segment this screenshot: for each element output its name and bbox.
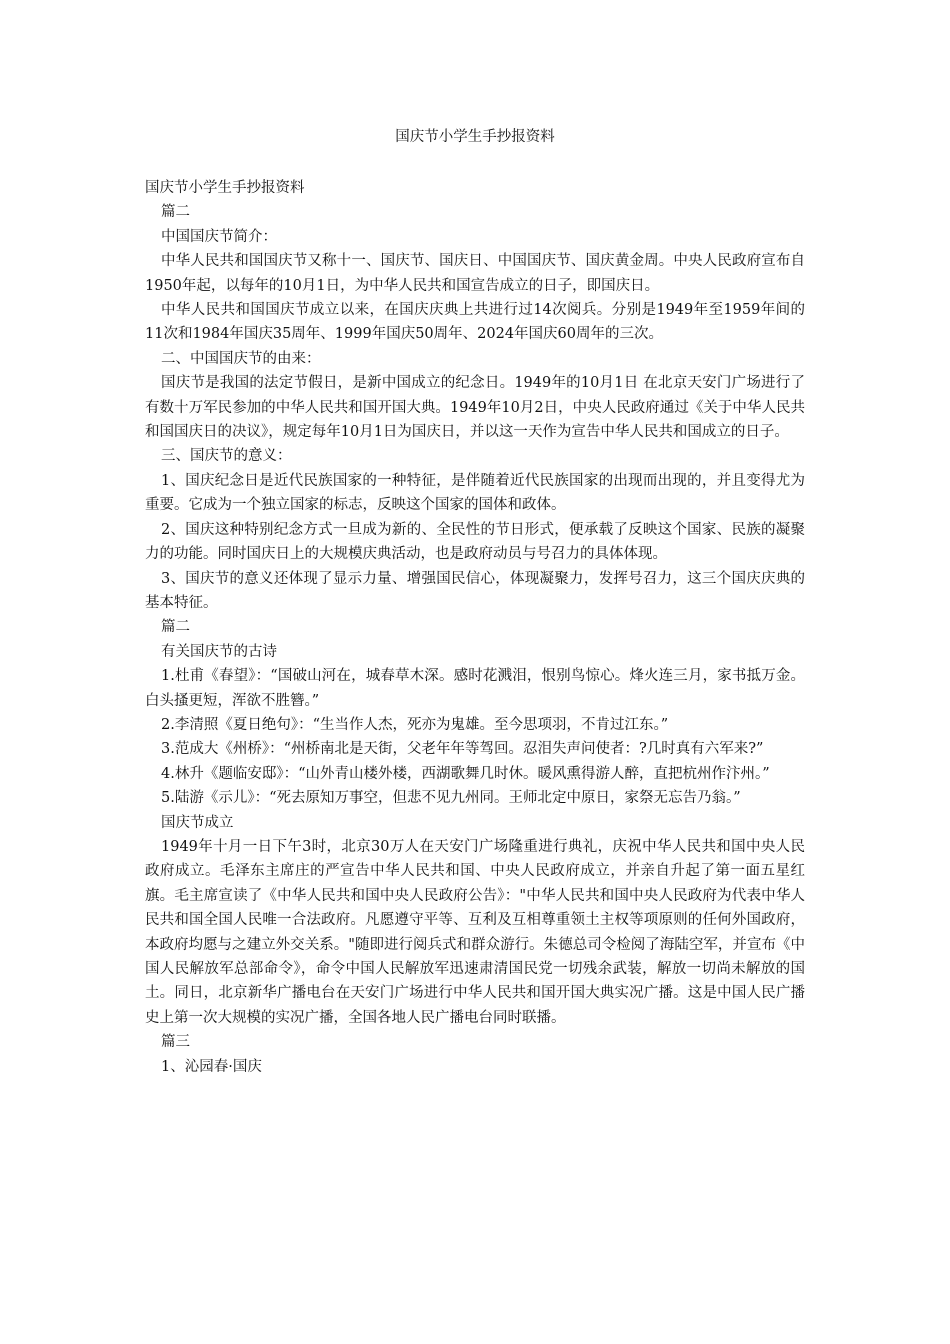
section-heading: 中国国庆节简介： [161, 228, 277, 245]
paragraph: 3、国庆节的意义还体现了显示力量、增强国民信心，体现凝聚力，发挥号召力，这三个国庆庆典的基本特征。 [145, 570, 805, 611]
section-label: 篇三 [161, 1034, 190, 1051]
poem-item: 3.范成大《州桥》：“州桥南北是天街，父老年年等驾回。忍泪失声问使者：?几时真有六军来?” [161, 741, 764, 758]
section-label: 篇二 [161, 619, 190, 636]
section-heading: 有关国庆节的古诗 [161, 643, 277, 660]
paragraph: 2、国庆这种特别纪念方式一旦成为新的、全民性的节日形式，便承载了反映这个国家、民族的凝聚力的功能。同时国庆日上的大规模庆典活动，也是政府动员与号召力的具体体现。 [145, 521, 805, 563]
section-heading: 1、沁园春·国庆 [161, 1058, 262, 1075]
paragraph: 中华人民共和国国庆节又称十一、国庆节、国庆日、中国国庆节、国庆黄金周。中央人民政府宣布自1950年起，以每年的10月1日，为中华人民共和国宣告成立的日子，即国庆日。 [145, 253, 805, 294]
poem-item: 4.林升《题临安邸》：“山外青山楼外楼，西湖歌舞几时休。暖风熏得游人醉，直把杭州作汴州。” [161, 765, 770, 782]
section-heading: 二、中国国庆节的由来： [161, 350, 321, 367]
section-label: 篇二 [161, 204, 190, 221]
paragraph: 1949年十月一日下午3时，北京30万人在天安门广场隆重进行典礼，庆祝中华人民共和国中央人民政府成立。毛泽东主席庄的严宣告中华人民共和国、中央人民政府成立，并亲自升起了第一面五星红旗。毛主席宣读了《中华人民共和国中央人民政府公告》："中华人民共和国中央人民政府为代表中华人民共和国全国人民唯一合法政府。凡愿遵守平等、互利及互相尊重领土主权等项原则的任何外国政府，本政府均愿与之建立外交关系。"随即进行阅兵式和群众游行。朱德总司令检阅了海陆空军，并宣布《中国人民解放军总部命令》，命令中国人民解放军迅速肃清国民党一切残余武装，解放一切尚未解放的国土。同日，北京新华广播电台在天安门广场进行中华人民共和国开国大典实况广播。这是中国人民广播史上第一次大规模的实况广播，全国各地人民广播电台同时联播。 [145, 838, 805, 1026]
poem-item: 2.李清照《夏日绝句》：“生当作人杰，死亦为鬼雄。至今思项羽，不肯过江东。” [161, 716, 669, 733]
document-title: 国庆节小学生手抄报资料 [395, 129, 555, 145]
paragraph: 国庆节是我国的法定节假日，是新中国成立的纪念日。1949年的10月1日 在北京天安门广场进行了有数十万军民参加的中华人民共和国开国大典。1949年10月2日，中央人民政府通过《关于中华人民共和国国庆日的决议》，规定每年10月1日为国庆日，并以这一天作为宣告中华人民共和国成立的日子。 [145, 375, 805, 441]
section-heading: 三、国庆节的意义： [161, 448, 292, 465]
section-heading: 国庆节成立 [161, 814, 234, 831]
paragraph: 1、国庆纪念日是近代民族国家的一种特征，是伴随着近代民族国家的出现而出现的，并且变得尤为重要。它成为一个独立国家的标志，反映这个国家的国体和政体。 [145, 472, 805, 514]
paragraph-subtitle: 国庆节小学生手抄报资料 [145, 180, 305, 196]
poem-item: 1.杜甫《春望》：“国破山河在，城春草木深。感时花溅泪，恨别鸟惊心。烽火连三月，家书抵万金。白头搔更短，浑欲不胜簪。” [145, 668, 805, 709]
poem-item: 5.陆游《示儿》：“死去原知万事空，但悲不见九州同。王师北定中原日，家祭无忘告乃翁。” [161, 790, 741, 807]
document-body [145, 176, 805, 1079]
paragraph: 中华人民共和国国庆节成立以来，在国庆庆典上共进行过14次阅兵。分别是1949年至1959年间的11次和1984年国庆35周年、1999年国庆50周年、2024年国庆60周年的三次。 [145, 302, 805, 343]
